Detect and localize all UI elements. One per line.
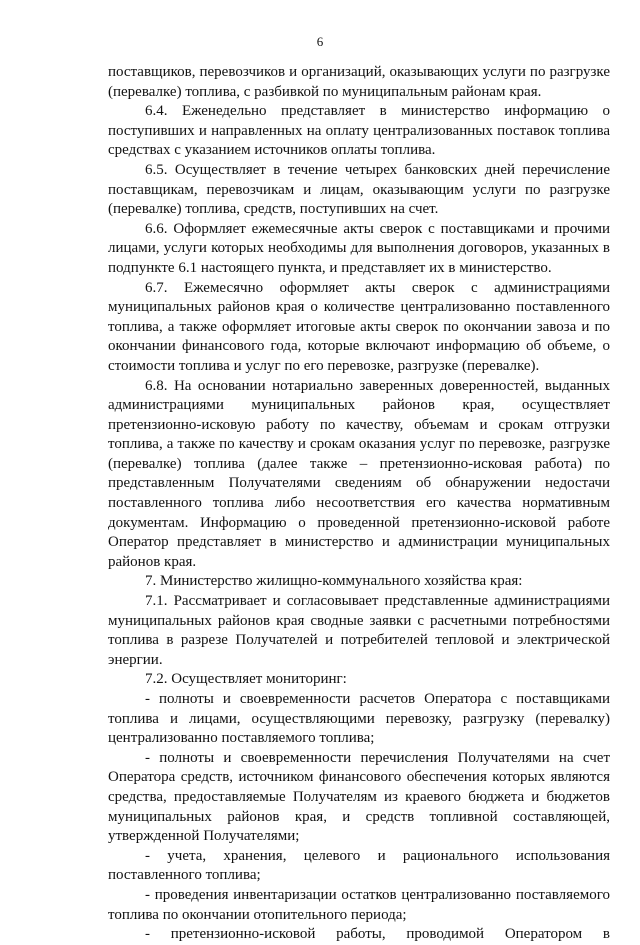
paragraph-6-7: 6.7. Ежемесячно оформляет акты сверок с администрациями муниципальных районов края о количестве централизованно поставленного топлива, а также оформляет итоговые акты сверок по окончании завоза и по окончании финансового года, которые включают информацию об объеме, о стоимости топлива и услуг по его перевозке, разгрузке (перевалке). bbox=[108, 279, 610, 374]
list-item-inventory: - проведения инвентаризации остатков централизованно поставляемого топлива по окончании отопительного периода; bbox=[108, 886, 610, 923]
page-number: 6 bbox=[316, 34, 324, 49]
paragraph-6-4: 6.4. Еженедельно представляет в министерство информацию о поступивших и направленных на оплату централизованных поставок топлива средствах с указанием источников оплаты топлива. bbox=[108, 103, 610, 159]
paragraph-continuation: поставщиков, перевозчиков и организаций, оказывающих услуги по разгрузке (перевалке) топлива, с разбивкой по муниципальным районам края. bbox=[108, 64, 610, 100]
paragraph-6-6: 6.6. Оформляет ежемесячные акты сверок с поставщиками и прочими лицами, услуги которых необходимы для выполнения договоров, указанных в подпункте 6.1 настоящего пункта, и представляет их в министерство. bbox=[108, 220, 610, 276]
document-body bbox=[108, 63, 610, 945]
paragraph-7: 7. Министерство жилищно-коммунального хозяйства края: bbox=[145, 573, 523, 590]
paragraph-7-1: 7.1. Рассматривает и согласовывает представленные администрациями муниципальных районов края сводные заявки с расчетными потребностями топлива в разрезе Получателей и потребителей тепловой и электрической энергии. bbox=[108, 593, 610, 668]
paragraph-6-8: 6.8. На основании нотариально заверенных доверенностей, выданных администрациями муниципальных районов края, осуществляет претензионно-исковую работу по качеству, объемам и срокам отгрузки топлива, а также по качеству и срокам оказания услуг по перевозке, разгрузке (перевалке) топлива (далее также – претензионно-исковая работа) по представленным Получателями сведениям об обнаружении недостачи поставленного топлива либо несоответствия его качества нормативным документам. Информацию о проведенной претензионно-исковой работе Оператор представляет в министерство и администрации муниципальных районов края. bbox=[108, 377, 610, 570]
list-item-settlements: - полноты и своевременности расчетов Оператора с поставщиками топлива и лицами, осуществляющими перевозку, разгрузку (перевалку) централизованно поставляемого топлива; bbox=[108, 691, 610, 747]
list-item-transfers: - полноты и своевременности перечисления Получателями на счет Оператора средств, источником финансового обеспечения которых являются средства, предоставляемые Получателям из краевого бюджета и бюджетов муниципальных районов края, и средств топливной составляющей, утвержденной Получателями; bbox=[108, 749, 610, 845]
paragraph-6-5: 6.5. Осуществляет в течение четырех банковских дней перечисление поставщикам, перевозчикам и лицам, оказывающим услуги по разгрузке (перевалке) топлива, средств, поступивших на счет. bbox=[108, 161, 610, 218]
list-item-accounting: - учета, хранения, целевого и рационального использования поставленного топлива; bbox=[108, 847, 610, 884]
list-item-claims: - претензионно-исковой работы, проводимой Оператором в bbox=[145, 926, 610, 943]
paragraph-7-2: 7.2. Осуществляет мониторинг: bbox=[145, 671, 347, 688]
